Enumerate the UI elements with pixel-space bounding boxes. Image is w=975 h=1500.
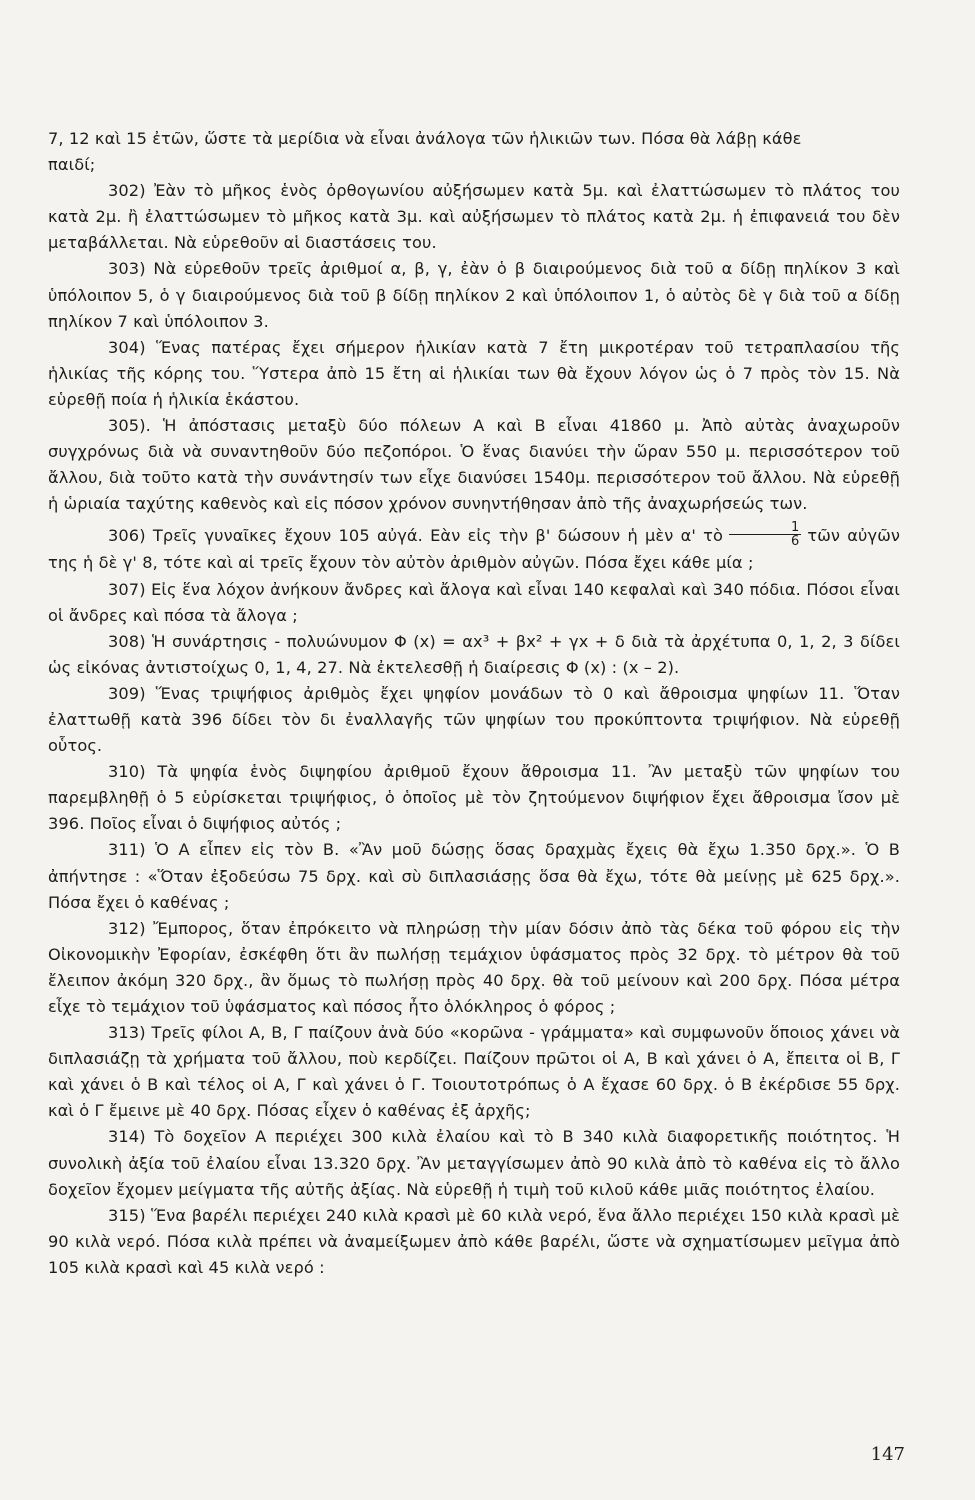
problem-306-part-b: τῶν αὐγῶν της ἡ δὲ γ' 8, τότε καὶ αἱ τρεῖς ἔχουν τὸν αὐτὸν ἀριθμὸν αὐγῶν. Πόσα ἔχει κάθε μία ; bbox=[48, 526, 901, 573]
problem-304: 304) Ἕνας πατέρας ἔχει σήμερον ἡλικίαν κατὰ 7 ἔτη μικροτέραν τοῦ τετραπλασίου τῆς ἡλικίας τῆς κόρης του. Ὕστερα ἀπὸ 15 ἔτη αἱ ἡλικίαι των θὰ ἔχουν λόγον ὡς ὁ 7 πρὸς τὸν 15. Νὰ εὑρεθῇ ποία ἡ ἡλικία ἑκάστου. bbox=[48, 337, 900, 409]
problem-306 bbox=[48, 520, 901, 576]
continued-line-2: παιδί; bbox=[48, 155, 96, 175]
fraction-denominator: 6 bbox=[791, 534, 800, 550]
problem-309: 309) Ἕνας τριψήφιος ἀριθμὸς ἔχει ψηφίον μονάδων τὸ 0 καὶ ἄθροισμα ψηφίων 11. Ὅταν ἐλαττωθῇ κατὰ 396 δίδει τὸν δι ἐναλλαγῆς τῶν ψηφίων του προκύπτοντα τριψήφιον. Νὰ εὑρεθῇ οὗτος. bbox=[48, 683, 900, 756]
problem-311: 311) Ὁ Α εἶπεν εἰς τὸν Β. «Ἂν μοῦ δώσῃς ὅσας δραχμὰς ἔχεις θὰ ἔχω 1.350 δρχ.». Ὁ Β ἀπήντησε : «Ὅταν ἐξοδεύσω 75 δρχ. καὶ σὺ διπλασιάσῃς ὅσα θὰ ἔχω, τότε θὰ μείνῃς μὲ 625 δρχ.». Πόσα ἔχει ὁ καθένας ; bbox=[48, 840, 900, 912]
problem-305: 305). Ἡ ἀπόστασις μεταξὺ δύο πόλεων Α καὶ Β εἶναι 41860 μ. Ἀπὸ αὐτὰς ἀναχωροῦν συγχρόνως διὰ νὰ συναντηθοῦν δύο πεζοπόροι. Ὁ ἕνας διανύει τὴν ὥραν 550 μ. περισσότερον τοῦ ἄλλου, διὰ τοῦτο κατὰ τὴν συνάντησίν των εἶχε διανύσει 1540μ. περισσότερον τοῦ ἄλλου. Νὰ εὑρεθῇ ἡ ὡριαία ταχύτης καθενὸς καὶ εἰς πόσον χρόνον συνηντήθησαν ἀπὸ τῆς ἀναχωρήσεώς των. bbox=[48, 416, 900, 514]
problem-307: 307) Εἰς ἕνα λόχον ἀνήκουν ἄνδρες καὶ ἄλογα καὶ εἶναι 140 κεφαλαὶ καὶ 340 πόδια. Πόσοι εἶναι οἱ ἄνδρες καὶ πόσα τὰ ἄλογα ; bbox=[48, 579, 900, 625]
problem-313: 313) Τρεῖς φίλοι Α, Β, Γ παίζουν ἀνὰ δύο «κορῶνα - γράμματα» καὶ συμφωνοῦν ὅποιος χάνει νὰ διπλασιάζῃ τὰ χρήματα τοῦ ἄλλου, ποὺ κερδίζει. Παίζουν πρῶτοι οἱ Α, Β καὶ χάνει ὁ Α, ἔπειτα οἱ Β, Γ καὶ χάνει ὁ Β καὶ τέλος οἱ Α, Γ καὶ χάνει ὁ Γ. Τοιουτοτρόπως ὁ Α ἔχασε 60 δρχ. ὁ Β ἐκέρδισε 55 δρχ. καὶ ὁ Γ ἔμεινε μὲ 40 δρχ. Πόσας εἶχεν ὁ καθένας ἐξ ἀρχῆς; bbox=[48, 1023, 900, 1121]
page-number: 147 bbox=[870, 1444, 905, 1465]
problem-308: 308) Ἡ συνάρτησις - πολυώνυμον Φ (x) = αx³ + βx² + γx + δ διὰ τὰ ἀρχέτυπα 0, 1, 2, 3 δίδει ὡς εἰκόνας ἀντιστοίχως 0, 1, 4, 27. Νὰ ἐκτελεσθῇ ἡ διαίρεσις Φ (x) : (x – 2). bbox=[48, 631, 900, 677]
problem-310: 310) Τὰ ψηφία ἑνὸς διψηφίου ἀριθμοῦ ἔχουν ἄθροισμα 11. Ἂν μεταξὺ τῶν ψηφίων του παρεμβληθῇ ὁ 5 εὑρίσκεται τριψήφιος, ὁ ὁποῖος μὲ τὸν ζητούμενον διψήφιον ἔχει ἄθροισμα ἴσον μὲ 396. Ποῖος εἶναι ὁ διψήφιος αὐτός ; bbox=[48, 762, 900, 834]
problem-314: 314) Τὸ δοχεῖον Α περιέχει 300 κιλὰ ἐλαίου καὶ τὸ Β 340 κιλὰ διαφορετικῆς ποιότητος. Ἡ συνολικὴ ἀξία τοῦ ἐλαίου εἶναι 13.320 δρχ. Ἂν μεταγγίσωμεν ἀπὸ 90 κιλὰ ἀπὸ τὸ καθένα εἰς τὸ ἄλλο δοχεῖον ἔχομεν μείγματα τῆς αὐτῆς ἀξίας. Νὰ εὑρεθῇ ἡ τιμὴ τοῦ κιλοῦ κάθε μιᾶς ποιότητος ἐλαίου. bbox=[48, 1127, 900, 1199]
problem-302: 302) Ἐὰν τὸ μῆκος ἑνὸς ὀρθογωνίου αὐξήσωμεν κατὰ 5μ. καὶ ἐλαττώσωμεν τὸ πλάτος του κατὰ 2μ. ἢ ἐλαττώσωμεν τὸ μῆκος κατὰ 3μ. καὶ αὐξήσωμεν τὸ πλάτος κατὰ 2μ. ἡ ἐπιφανειά του δὲν μεταβάλλεται. Νὰ εὑρεθοῦν αἱ διαστάσεις του. bbox=[48, 181, 900, 253]
fraction-numerator: 1 bbox=[729, 521, 801, 535]
problem-306-part-a: 306) Τρεῖς γυναῖκες ἔχουν 105 αὐγά. Εὰν εἰς τὴν β' δώσουν ἡ μὲν α' τὸ bbox=[108, 526, 724, 546]
problem-315: 315) Ἕνα βαρέλι περιέχει 240 κιλὰ κρασὶ μὲ 60 κιλὰ νερό, ἕνα ἄλλο περιέχει 150 κιλὰ κρασὶ μὲ 90 κιλὰ νερό. Πόσα κιλὰ πρέπει νὰ ἀναμείξωμεν ἀπὸ κάθε βαρέλι, ὥστε νὰ σχηματίσωμεν μεῖγμα ἀπὸ 105 κιλὰ κρασὶ καὶ 45 κιλὰ νερό : bbox=[48, 1205, 900, 1277]
page-text bbox=[48, 126, 900, 1281]
continued-line-1: 7, 12 καὶ 15 ἐτῶν, ὥστε τὰ μερίδια νὰ εἶναι ἀνάλογα τῶν ἡλικιῶν των. Πόσα θὰ λάβῃ κάθε bbox=[48, 129, 802, 148]
problem-303: 303) Νὰ εὑρεθοῦν τρεῖς ἀριθμοί α, β, γ, ἐὰν ὁ β διαιρούμενος διὰ τοῦ α δίδῃ πηλίκον 3 καὶ ὑπόλοιπον 5, ὁ γ διαιρούμενος διὰ τοῦ β δίδῃ πηλίκον 2 καὶ ὑπόλοιπον 1, ὁ αὐτὸς δὲ γ διὰ τοῦ α δίδῃ πηλίκον 7 καὶ ὑπόλοιπον 3. bbox=[48, 259, 900, 331]
fraction-one-sixth bbox=[729, 521, 801, 548]
problem-312: 312) Ἔμπορος, ὅταν ἐπρόκειτο νὰ πληρώσῃ τὴν μίαν δόσιν ἀπὸ τὰς δέκα τοῦ φόρου εἰς τὴν Οἰκονομικὴν Ἐφορίαν, ἐσκέφθη ὅτι ἂν πωλήσῃ τεμάχιον ὑφάσματος πρὸς 32 δρχ. τὸ μέτρον θὰ τοῦ ἔλειπον ἀκόμη 320 δρχ., ἂν ὅμως τὸ πωλήσῃ πρὸς 40 δρχ. θὰ τοῦ μείνουν καὶ 200 δρχ. Πόσα μέτρα εἶχε τὸ τεμάχιον τοῦ ὑφάσματος καὶ πόσος ἦτο ὁλόκληρος ὁ φόρος ; bbox=[48, 918, 900, 1016]
